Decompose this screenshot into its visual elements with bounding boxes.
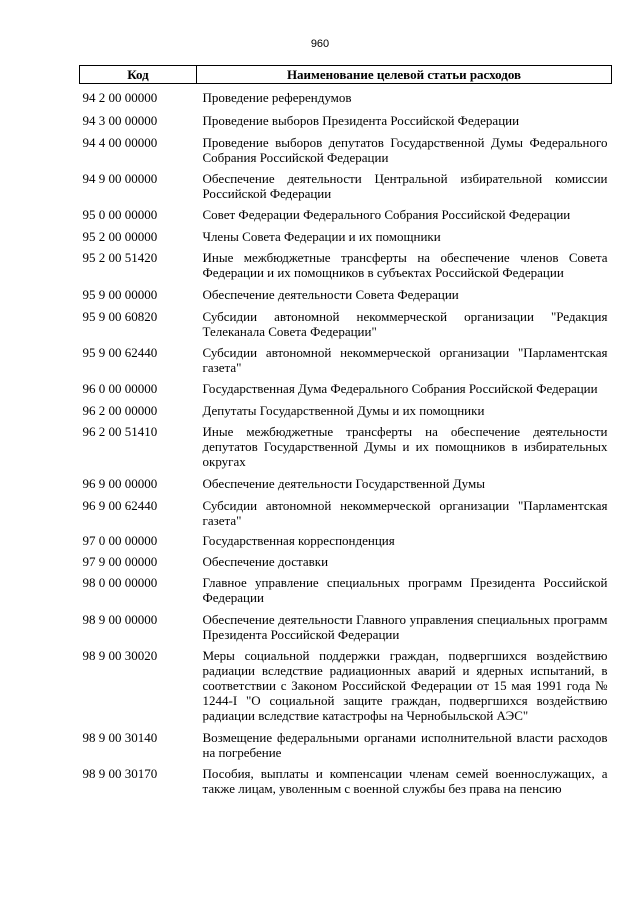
row-name: Пособия, выплаты и компенсации членам семей военнослужащих, а также лицам, уволенным с военной службы без права на пенсию: [202, 766, 608, 796]
row-code: 94 9 00 00000: [82, 171, 158, 186]
row-name: Субсидии автономной некоммерческой организации "Парламентская газета": [202, 498, 608, 528]
row-code: 95 9 00 60820: [82, 309, 158, 324]
row-name: Обеспечение деятельности Совета Федерации: [202, 287, 459, 302]
row-code: 95 2 00 51420: [82, 250, 158, 265]
row-name: Проведение выборов депутатов Государственной Думы Федерального Собрания Российской Федерации: [202, 135, 608, 165]
table-row: [80, 548, 612, 569]
row-code: 98 9 00 30020: [82, 648, 158, 663]
table-row: [80, 128, 612, 165]
row-code: 94 3 00 00000: [82, 113, 158, 128]
row-name: Иные межбюджетные трансферты на обеспечение членов Совета Федерации и их помощников в субъектах Российской Федерации: [202, 250, 608, 280]
table-row: [80, 469, 612, 491]
row-name: Депутаты Государственной Думы и их помощники: [202, 403, 485, 418]
table-row: [80, 280, 612, 302]
row-code: 94 2 00 00000: [82, 90, 158, 105]
table-row: [80, 222, 612, 244]
table-row: [80, 528, 612, 548]
row-name: Проведение выборов Президента Российской Федерации: [202, 113, 520, 128]
table-row: [80, 491, 612, 528]
table-row: [80, 642, 612, 723]
row-name: Главное управление специальных программ Президента Российской Федерации: [202, 575, 608, 605]
row-code: 98 0 00 00000: [82, 575, 158, 590]
row-name: Меры социальной поддержки граждан, подвергшихся воздействию радиации вследствие радиационных аварий и ядерных испытаний, в соответствии с Законом Российской Федерации от 15 мая 1991 года № 1244-I "О социальной защите граждан, подвергшихся воздействию радиации вследствие катастрофы на Чернобыльской АЭС": [202, 648, 608, 723]
row-name: Субсидии автономной некоммерческой организации "Редакция Телеканала Совета Федерации": [202, 309, 608, 339]
table-row: [80, 84, 612, 106]
row-code: 96 2 00 51410: [82, 424, 158, 439]
row-code: 97 9 00 00000: [82, 554, 158, 569]
table-row: [80, 375, 612, 396]
page-number: 960: [310, 38, 330, 50]
header-name: Наименование целевой статьи расходов: [197, 66, 612, 84]
row-code: 95 9 00 62440: [82, 345, 158, 360]
row-code: 96 9 00 62440: [82, 498, 158, 513]
row-code: 97 0 00 00000: [82, 533, 158, 548]
table-row: [80, 760, 612, 796]
row-code: 94 4 00 00000: [82, 135, 158, 150]
row-name: Совет Федерации Федерального Собрания Российской Федерации: [202, 207, 571, 222]
row-name: Государственная корреспонденция: [202, 533, 395, 548]
table-row: [80, 569, 612, 605]
table-row: [80, 605, 612, 642]
table-row: [80, 723, 612, 760]
table-row: [80, 339, 612, 375]
header-code: Код: [80, 66, 197, 84]
table-row: [80, 244, 612, 280]
row-code: 96 2 00 00000: [82, 403, 158, 418]
row-name: Члены Совета Федерации и их помощники: [202, 229, 441, 244]
table-row: [80, 418, 612, 469]
row-name: Субсидии автономной некоммерческой организации "Парламентская газета": [202, 345, 608, 375]
budget-table: [79, 65, 611, 796]
row-code: 98 9 00 30140: [82, 730, 158, 745]
row-name: Государственная Дума Федерального Собрания Российской Федерации: [202, 381, 598, 396]
row-name: Проведение референдумов: [202, 90, 352, 105]
table-header-row: [80, 66, 612, 84]
row-code: 96 9 00 00000: [82, 476, 158, 491]
row-code: 96 0 00 00000: [82, 381, 158, 396]
table-row: [80, 201, 612, 222]
row-name: Обеспечение доставки: [202, 554, 329, 569]
row-name: Обеспечение деятельности Центральной избирательной комиссии Российской Федерации: [202, 171, 608, 201]
row-code: 98 9 00 30170: [82, 766, 158, 781]
row-code: 95 2 00 00000: [82, 229, 158, 244]
row-name: Обеспечение деятельности Государственной Думы: [202, 476, 485, 491]
row-name: Обеспечение деятельности Главного управления специальных программ Президента Российской Федерации: [202, 612, 608, 642]
table-row: [80, 302, 612, 339]
row-code: 95 9 00 00000: [82, 287, 158, 302]
table-row: [80, 105, 612, 128]
row-name: Иные межбюджетные трансферты на обеспечение деятельности депутатов Государственной Думы и их помощников в избирательных округах: [202, 424, 608, 469]
row-name: Возмещение федеральными органами исполнительной власти расходов на погребение: [202, 730, 608, 760]
row-code: 98 9 00 00000: [82, 612, 158, 627]
table-row: [80, 396, 612, 418]
row-code: 95 0 00 00000: [82, 207, 158, 222]
table-row: [80, 165, 612, 201]
